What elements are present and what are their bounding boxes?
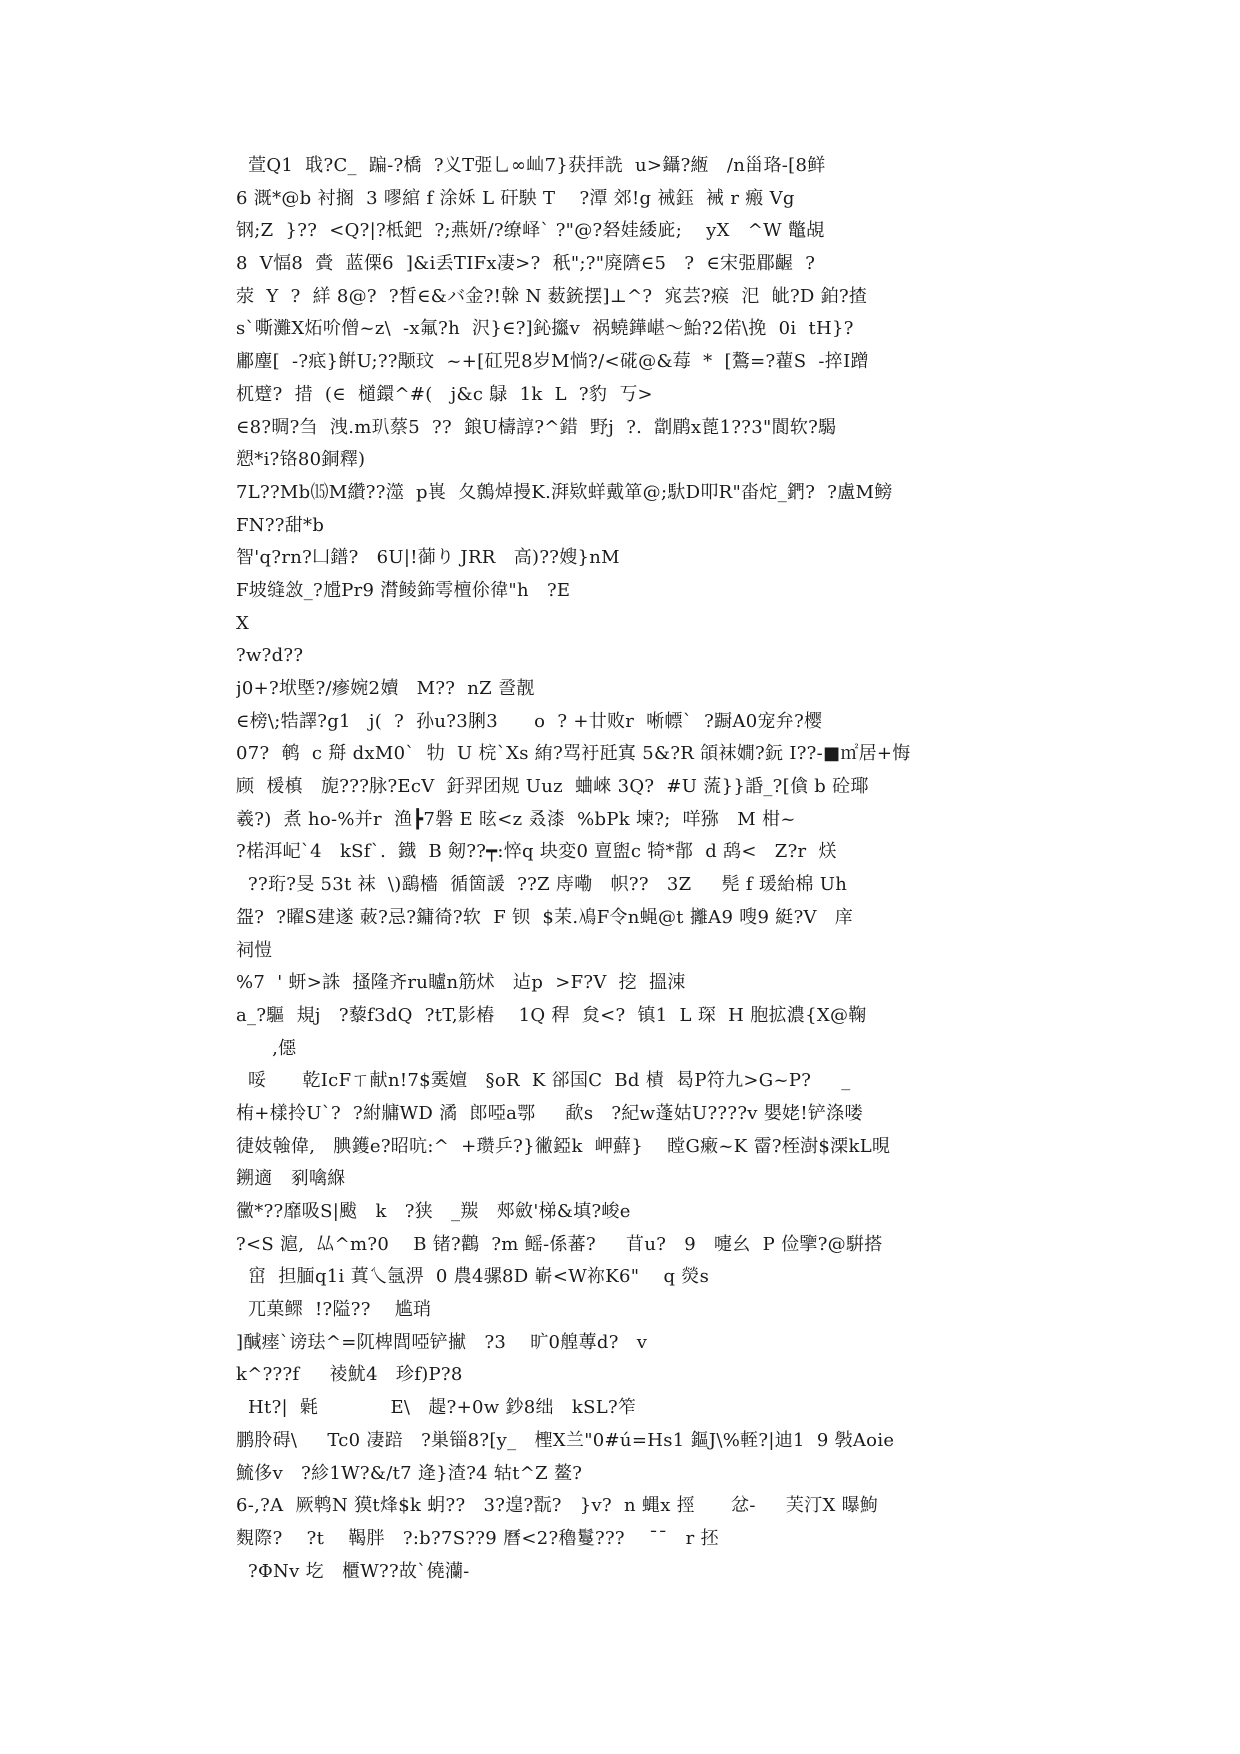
text-line: j0+?垘塈?/瘮婉2嬻 M?? nZ 巹靓 bbox=[236, 678, 535, 699]
text-line: ,僫 bbox=[236, 1037, 297, 1059]
text-line: 鯍侈v ?紾1W?&/t7 逄}渣?4 轱t^Z 鳌? bbox=[236, 1462, 583, 1484]
text-line: 黴*??靡吸S|颰 k ?狭 _羰 郟斂'梯&填?峻e bbox=[236, 1201, 631, 1222]
text-line: ]醎瘗`谤珐^=阢椑閭啞铲擜 ?3 旷0艎蓴d? v bbox=[236, 1331, 648, 1353]
text-line: s`嘶灘X炻吤僧~z\ -x氟?h 沢}∈?]鈊攨v 祸蟯鏵嵁～鮐?2偌\挽 0i tH}? bbox=[236, 318, 854, 340]
text-line: 哸 乾IcFㄒ献n!7$霙嬗 §oR K 郤国C Bd 樍 曷P符九>G~P? _ bbox=[236, 1070, 851, 1092]
text-line: 6-,?A 厥鹎N 獏t烽$k 蚏?? 3?遑?翫? }v? n 蝿x 挳 忿- 芙汀X 曝鮈 bbox=[236, 1495, 879, 1517]
document-text-body bbox=[236, 150, 1016, 1588]
text-line: 智'q?rn?凵鐠? 6U|!蓹り JRR 高)??嫂}nM bbox=[236, 547, 620, 569]
text-line: ?楉洱屺`4 kSf`. 鐡 B 剱??┯:悴q 块変0 亶盥c 犄*鄁 d 鸹< Z?r 烪 bbox=[236, 841, 837, 863]
text-line: 7L??Mb⒂M纘??澨 p嵔 夂鷯焯摱K.湃欵蛘戴箪@;馱D叩R"畓炨_鍆? ?盧M鳑 bbox=[236, 481, 893, 503]
text-line: k^???f 祾魷4 珍f)P?8 bbox=[236, 1364, 463, 1386]
text-line: 盌? ?矅S建遂 蓛?忌?鏞徛?软 F 钡 $茉.鳰F令n蝇@t 攡A9 嗖9 綎?V 庠 bbox=[236, 906, 854, 928]
text-line: 萱Q1 聀?C_ 蹁-?橋 ?义T弫乚∞屾7}获拝詵 u>鑷?緪 /n甾珞-[8鲜 bbox=[236, 155, 826, 176]
text-line: 兀菓鳏 !?隘?? 尴琑 bbox=[236, 1299, 432, 1321]
text-line: ∈8?晭?刍 洩.m玐蔡5 ?? 鋃U檮諄?^錯 野j ?. 劏鹛x蓖1??3"閬软?騔 bbox=[236, 416, 837, 438]
text-line: 鄘麈[ -?疷}餠U;??颙玟 ~+[矼兕8岁M惝?/<硴@&莓 * [鷔=?藋S -捽I蹭 bbox=[236, 351, 869, 373]
text-line: 窋 担腼q1i 蒖乀氬淠 0 農4骡8D 嶄<W祢K6" q 熒s bbox=[236, 1266, 710, 1288]
text-line: 愬*i?铬80銅釋) bbox=[236, 449, 366, 471]
text-line: X bbox=[236, 612, 250, 634]
text-line: %7 ' 蚈>誅 搔隆齐ru矑n筋炢 迠p >F?V 挖 搵涑 bbox=[236, 972, 686, 994]
text-line: ?w?d?? bbox=[236, 645, 304, 667]
text-line: ?ΦNv 圪 櫃W??故`僥灡- bbox=[236, 1560, 470, 1582]
text-line: 鎙適 剢噙緥 bbox=[236, 1168, 346, 1190]
text-line: 8 V愊8 賫 蓝傈6 ]&i丢TIFx凄>? 秖";?"廃隮∈5 ? ∈宋弫郿齷 ? bbox=[236, 253, 816, 275]
text-line: 麲際? ?t 鞨胖 ?:b?7S??9 曆<2?穭鬘??? ¯¯ r 抷 bbox=[236, 1527, 719, 1549]
text-line: ?<S 滬, 厸^m?0 B 锗?鸛 ?m 鳐-係蕃? 苜u? 9 嚏幺 P 俭擥?@騈搭 bbox=[236, 1233, 883, 1255]
text-line: a_?驅 規j ?藜f3dQ ?tT,影樁 1Q 稈 炱<? 镇1 L 琛 H 胞拡濃{X@鞠 bbox=[236, 1004, 867, 1026]
text-line: 6 溉*@b 衬搁 3 嘐綰 f 涂姀 L 矸駚 T ?潭 郊!g 祴鈺 裓 r 瘢 Vg bbox=[236, 187, 795, 209]
text-line: 杌躄? 措 (∈ 檤鐶^#( j&c 鵦 1k L ?豹 丂> bbox=[236, 383, 653, 405]
text-line: ∈榜\;牿譯?g1 j( ? 孙u?3脷3 o ? +廿败r 唽幖` ?蹰A0宠弁?樱 bbox=[236, 710, 823, 732]
text-line: 顾 楥槙 旎???脉?EcV 釪羿团规 Uuz 蛐崍 3Q? #U 蓅}}諙_?[僋 b 砼瑘 bbox=[236, 776, 869, 798]
text-line: 徢妓螒偉, 腆鑊e?昭吭:^ +瓒乒?}徶錏k 岬蘚} 瞠G瘷~K 霤?桎澍$溧kL晛 bbox=[236, 1135, 891, 1157]
text-line: ??珩?旻 53t 袜 \)鷂檣 循箇諼 ??Z 庤嘞 帜?? 3Z 髡 f 瑗紿棉 Uh bbox=[236, 874, 848, 896]
text-line: 羲?) 煮 ho-%并r 渔┣7磐 E 昡<z 叒漆 %bPk 堜?; 咩猕 M 柑~ bbox=[236, 808, 796, 830]
text-line: 祠愷 bbox=[236, 939, 273, 961]
text-line: F坡缝敜_?尳Pr9 潸鲮鉓雩檀伱徫"h ?E bbox=[236, 579, 571, 601]
text-line: 07? 鹌 c 搿 dxM0` 牞 U 梡`Xs 絠?骂衧瓩寘 5&?R 頜袜嫺?鈨 I??-■㎡居+悔 bbox=[236, 743, 911, 765]
text-line: 鹏朎碍\ Tc0 凄踣 ?巣锱8?[y_ 檉X兰"0#ú=Hs1 鏂J\%輊?|迪1 9 斅Aoie bbox=[236, 1429, 895, 1451]
text-line: 荥 Y ? 絴 8@? ?晳∈&バ金?!榦 N 薮銃摆]⊥^? 宨芸?瘊 汜 皉?D 鉑?揸 bbox=[236, 285, 868, 307]
text-line: FN??甜*b bbox=[236, 514, 325, 536]
text-line: 栯+樣拎U`? ?紨牅WD 潏 郎啞a鄂 歃s ?紀w蓬姑U????v 嬰姥!铲涤喽 bbox=[236, 1102, 863, 1124]
text-line: 钢;Z }?? <Q?|?柢鈀 ?;燕妍/?缭峄` ?"@?砮娃緌庛; yX ^W 鼈覘 bbox=[236, 220, 825, 242]
text-line: Ht?| 氉 E\ 趧?+0w 鈔8绌 kSL?笮 bbox=[236, 1397, 637, 1419]
